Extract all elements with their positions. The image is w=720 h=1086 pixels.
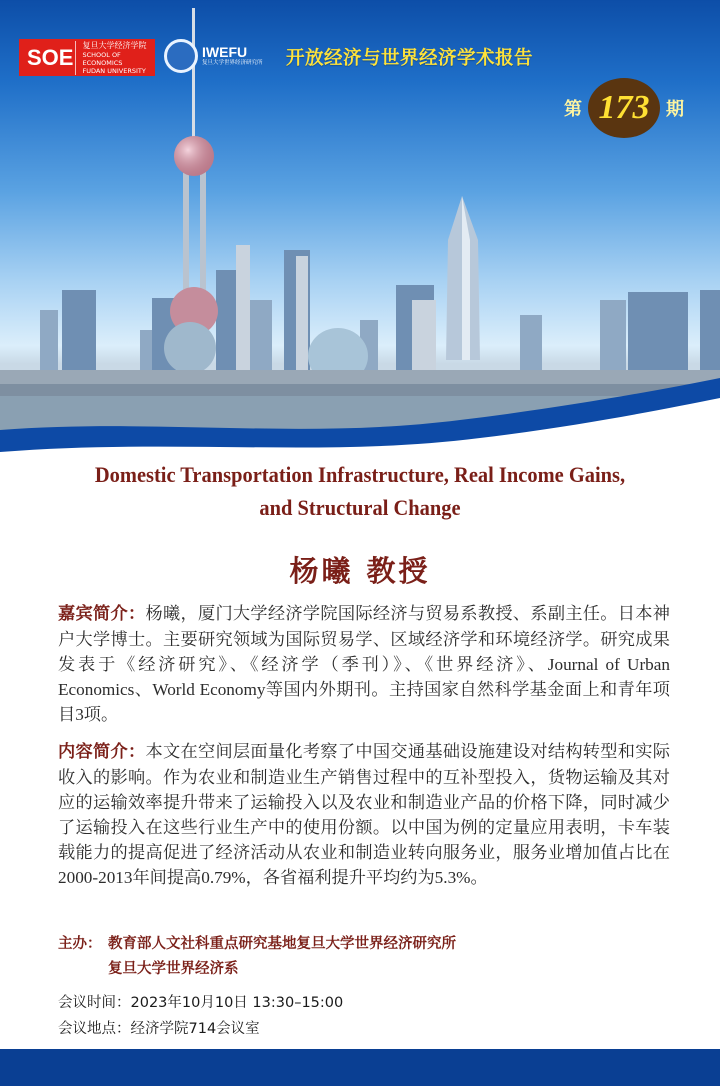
footer-bar — [0, 1049, 720, 1086]
header-banner — [0, 0, 720, 455]
host-label: 主办： — [58, 936, 102, 952]
meeting-place-label: 会议地点： — [58, 1021, 131, 1037]
speaker-bio — [58, 601, 670, 727]
host-line-2: 复旦大学世界经济系 — [108, 961, 239, 977]
meeting-place: 经济学院714会议室 — [130, 1021, 260, 1037]
meeting-info — [58, 990, 343, 1042]
issue-number-badge: 第 173 期 — [564, 78, 684, 138]
issue-number: 173 — [588, 78, 660, 138]
talk-abstract — [58, 739, 670, 890]
bio-label: 嘉宾简介： — [58, 604, 146, 624]
host-info — [58, 932, 456, 982]
series-title: 开放经济与世界经济学术报告 — [286, 48, 534, 69]
meeting-time: 2023年10月10日 13:30–15:00 — [130, 995, 344, 1011]
soe-logo — [19, 39, 155, 76]
globe-icon — [164, 39, 198, 73]
iwefu-logo: IWEFU 复旦大学世界经济研究所 — [164, 36, 268, 76]
meeting-time-label: 会议时间： — [58, 995, 131, 1011]
talk-title: Domestic Transportation Infrastructure, Real Income Gains, and Structural Change — [94, 462, 626, 520]
abstract-label: 内容简介： — [58, 742, 146, 762]
host-line-1: 教育部人文社科重点研究基地复旦大学世界经济研究所 — [108, 936, 456, 952]
abstract-text: 本文在空间层面量化考察了中国交通基础设施建设对结构转型和实际收入的影响。作为农业和制造业生产销售过程中的互补型投入，货物运输及其对应的运输效率提升带来了运输投入以及农业和制造业产品的价格下降，同时减少了运输投入在这些行业生产中的使用份额。以中国为例的定量应用表明，卡车装载能力的提高促进了经济活动从农业和制造业转向服务业，服务业增加值占比在2000-2013年间提高0.79%，各省福利提升平均约为5.3%。 — [58, 742, 670, 887]
soe-logo-text: 复旦大学经济学院 SCHOOL OF ECONOMICS FUDAN UNIVERSITY — [75, 41, 155, 75]
bio-text: 杨曦，厦门大学经济学院国际经济与贸易系教授、系副主任。日本神户大学博士。主要研究领域为国际贸易学、区域经济学和环境经济学。研究成果发表于《经济研究》、《经济学（季刊）》、《世界经济》、Journal of Urban Economics、World Economy等国内外期刊。主持国家自然科学基金面上和青年项目3项。 — [58, 604, 670, 724]
speaker-name: 杨曦 教授 — [289, 554, 431, 588]
soe-logo-mark: SOE — [27, 44, 74, 70]
